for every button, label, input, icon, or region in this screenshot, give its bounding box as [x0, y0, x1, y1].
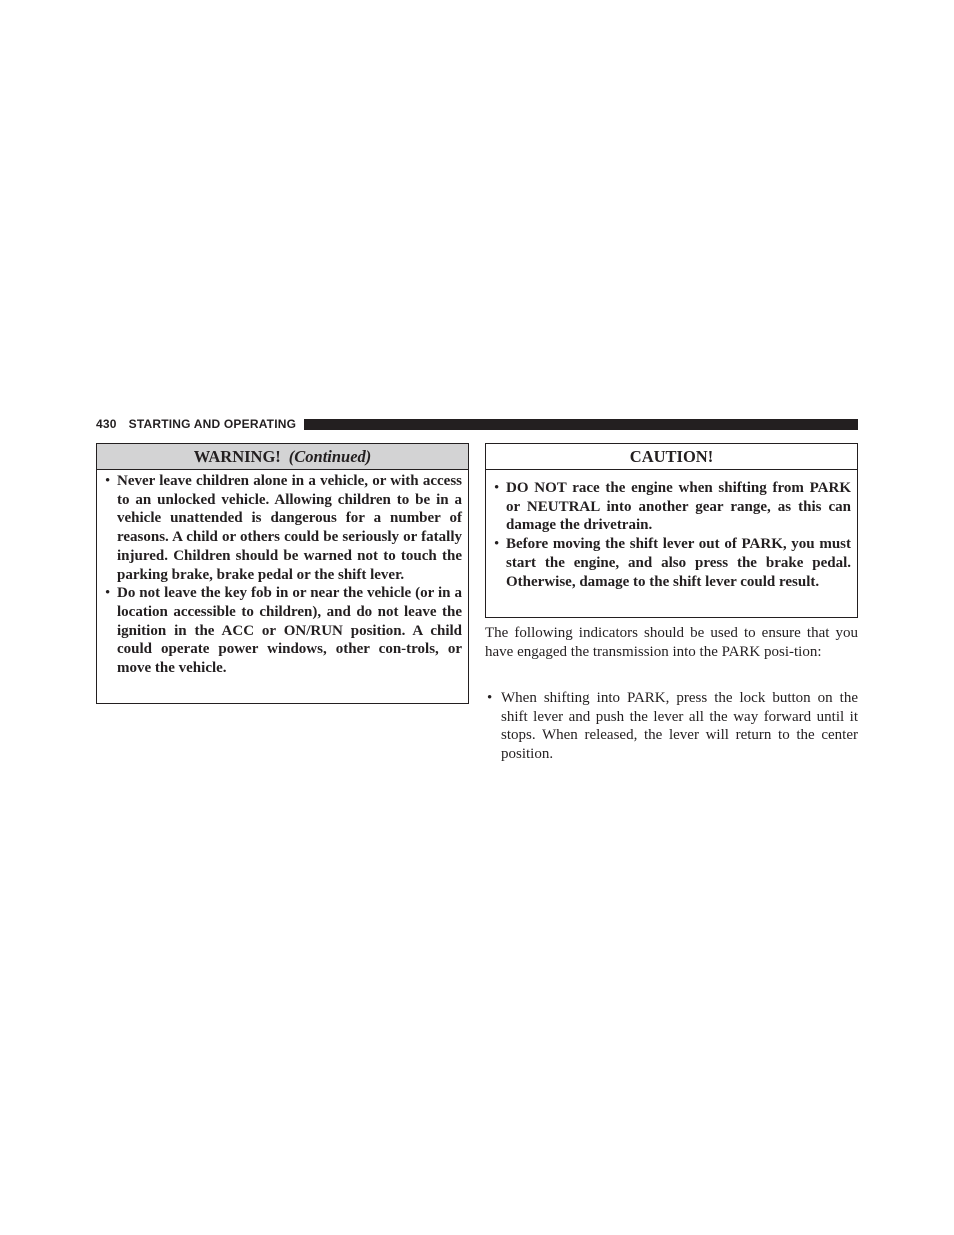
- warning-title: [97, 444, 468, 470]
- warning-list: [97, 470, 468, 678]
- warning-continued: (Continued): [288, 446, 372, 466]
- page-header: [96, 417, 858, 431]
- caution-box: [485, 443, 858, 618]
- warning-box: [96, 443, 469, 704]
- warning-label: WARNING!: [193, 446, 281, 466]
- list-item: • When shifting into PARK, press the lock button on the shift lever and push the lever all the way forward until it stops. When released, the lever will return to the center position.: [485, 689, 858, 764]
- warning-item: • Never leave children alone in a vehicle, or with access to an unlocked vehicle. Allowing children to be in a vehicle unattended is dangerous for a number of reasons. A child or others could be seriously or fatally injured. Children should be warned not to touch the parking brake, brake pedal or the shift lever.: [105, 472, 462, 584]
- indicator-list: [485, 689, 858, 764]
- caution-list: [486, 470, 857, 591]
- warning-item: • Do not leave the key fob in or near the vehicle (or in a location accessible to children), and do not leave the ignition in the ACC or ON/RUN position. A child could operate power windows, other con-trols, or move the vehicle.: [105, 584, 462, 678]
- section-title: STARTING AND OPERATING: [128, 417, 297, 431]
- page-number: 430: [96, 417, 117, 431]
- caution-item: • DO NOT race the engine when shifting from PARK or NEUTRAL into another gear range, as this can damage the drivetrain.: [494, 479, 851, 535]
- caution-label: CAUTION!: [629, 446, 714, 466]
- caution-item: • Before moving the shift lever out of PARK, you must start the engine, and also press the brake pedal. Otherwise, damage to the shift lever could result.: [494, 535, 851, 591]
- header-rule: [304, 419, 858, 430]
- caution-title: [486, 444, 857, 470]
- intro-paragraph: The following indicators should be used to ensure that you have engaged the transmission into the PARK posi-tion:: [485, 625, 858, 660]
